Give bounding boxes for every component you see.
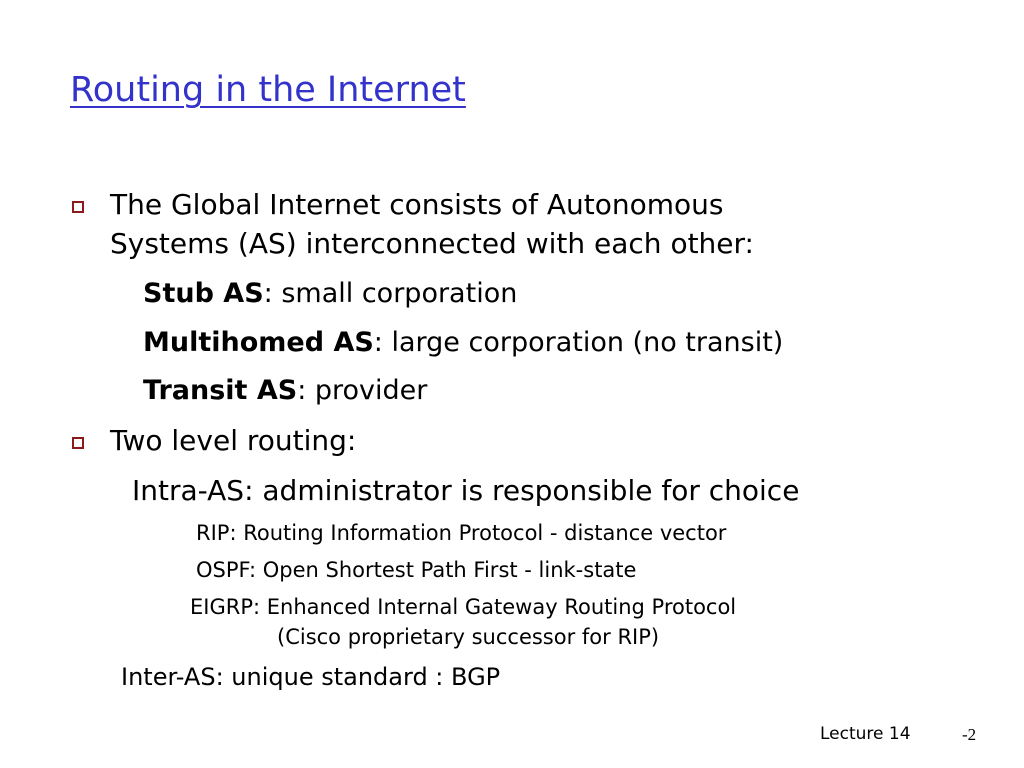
bullet2-text: Two level routing:: [110, 424, 357, 457]
page-number: -2: [962, 725, 977, 744]
as-type-desc: : large corporation (no transit): [373, 327, 784, 358]
protocol-eigrp: EIGRP: Enhanced Internal Gateway Routing Protocol: [190, 595, 737, 619]
as-type-term: Multihomed AS: [143, 327, 374, 358]
as-type-term: Stub AS: [143, 278, 264, 309]
as-type-desc: : provider: [297, 375, 428, 406]
inter-as-line: Inter-AS: unique standard : BGP: [121, 663, 501, 691]
hollow-square-bullet-icon: [72, 437, 84, 449]
slide-title: Routing in the Internet: [70, 70, 466, 110]
hollow-square-bullet-icon: [72, 201, 84, 213]
as-type-transit: [143, 375, 427, 406]
as-type-desc: : small corporation: [263, 278, 518, 309]
as-type-multihomed: [143, 327, 783, 358]
as-type-stub: [143, 278, 517, 309]
bullet1-line2: Systems (AS) interconnected with each other:: [110, 227, 754, 260]
protocol-rip: RIP: Routing Information Protocol - distance vector: [196, 521, 727, 545]
footer-lecture: Lecture 14: [820, 724, 911, 744]
protocol-eigrp-note: (Cisco proprietary successor for RIP): [277, 625, 660, 649]
as-type-term: Transit AS: [143, 375, 298, 406]
bullet1-line1: The Global Internet consists of Autonomous: [110, 188, 724, 221]
protocol-ospf: OSPF: Open Shortest Path First - link-state: [196, 558, 637, 582]
intra-as-line: Intra-AS: administrator is responsible for choice: [132, 474, 800, 507]
